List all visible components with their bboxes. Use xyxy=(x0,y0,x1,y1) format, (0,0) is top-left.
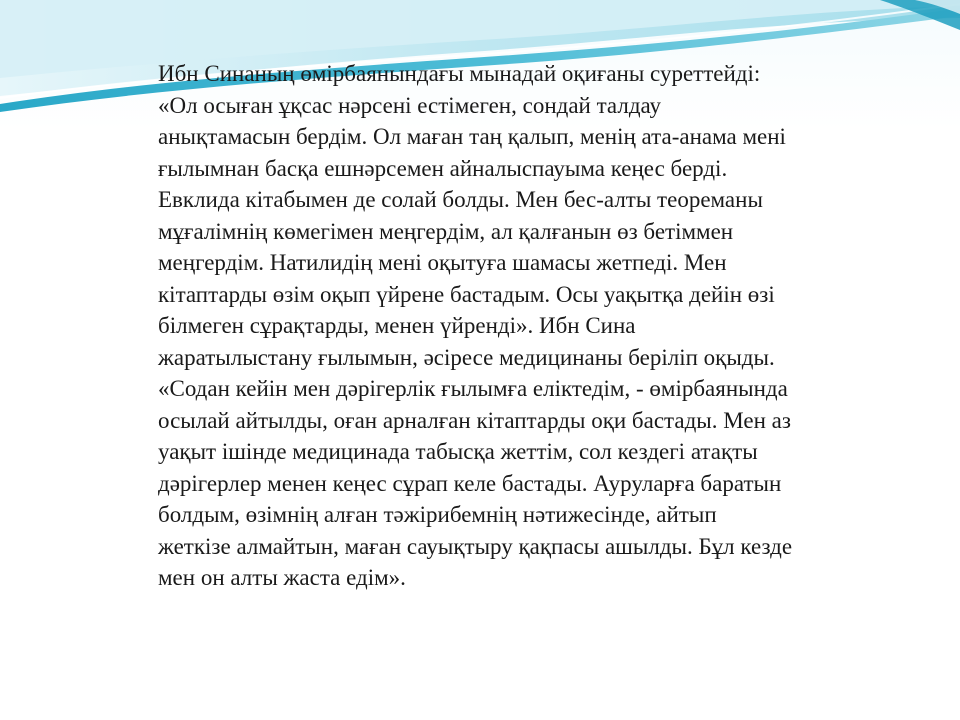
text-line-4: ғылымнан басқа ешнәрсемен айналыспауыма кеңес берді. xyxy=(158,155,728,181)
text-line-6: мұғалімнің көмегімен меңгердім, ал қалғанын өз бетіммен xyxy=(158,218,734,244)
text-line-15: болдым, өзімнің алған тәжірибемнің нәтижесінде, айтып xyxy=(158,502,717,527)
text-line-7: меңгердім. Натилидің мені оқытуға шамасы жетпеді. Мен xyxy=(158,250,727,275)
text-line-2: «Ол осыған ұқсас нәрсені естімеген, сондай талдау xyxy=(158,92,662,118)
text-line-13: уақыт ішінде медицинада табысқа жеттім, сол кездегі атақты xyxy=(158,439,758,464)
text-line-8: кітаптарды өзім оқып үйрене бастадым. Осы уақытқа дейін өзі xyxy=(158,281,775,307)
text-line-12: осылай айтылды, оған арналған кітаптарды оқи бастады. Мен аз xyxy=(158,407,791,433)
text-line-17: мен он алты жаста едім». xyxy=(158,565,406,590)
text-line-9: білмеген сұрақтарды, менен үйренді». Ибн Сина xyxy=(158,313,636,338)
text-line-3: анықтамасын бердім. Ол маған таң қалып, менің ата-анама мені xyxy=(158,124,786,149)
text-line-16: жеткізе алмайтын, маған сауықтыру қақпасы ашылды. Бұл кезде xyxy=(158,533,793,559)
text-line-5: Евклида кітабымен де солай болды. Мен бес-алты теореманы xyxy=(158,187,763,212)
text-line-14: дәрігерлер менен кеңес сұрап келе бастады. Ауруларға баратын xyxy=(158,470,782,496)
text-line-1: Ибн Синаның өмірбаянындағы мынадай оқиғаны суреттейді: xyxy=(158,61,761,86)
text-line-11: «Содан кейін мен дәрігерлік ғылымға еліктедім, - өмірбаянында xyxy=(158,376,788,401)
slide-body-text xyxy=(158,58,908,594)
text-line-10: жаратылыстану ғылымын, әсіресе медицинаны беріліп оқыды. xyxy=(158,344,775,370)
